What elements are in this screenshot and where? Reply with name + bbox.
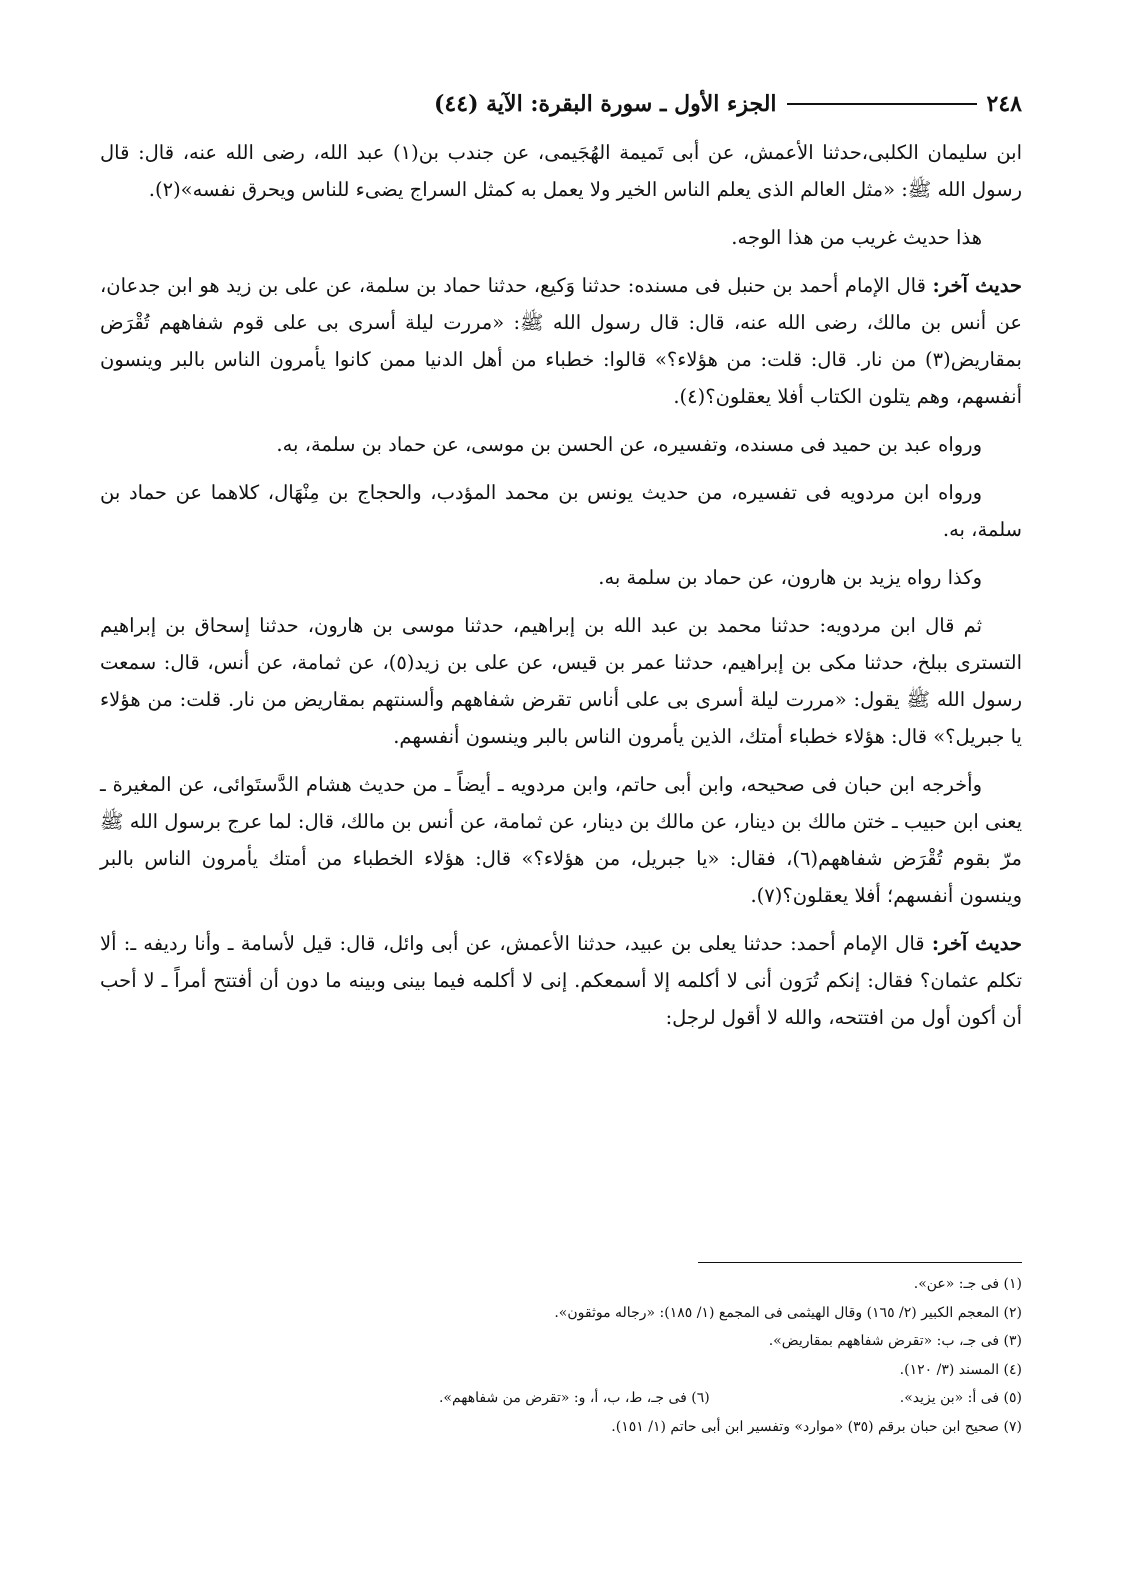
paragraph-text: ثم قال ابن مردويه: حدثنا محمد بن عبد الله بن إبراهيم، حدثنا موسى بن هارون، حدثنا إسحاق بن إبراهيم التسترى ببلخ، حدثنا مكى بن إبراهيم، حدثنا عمر بن قيس، عن على بن زيد(٥)، عن ثمامة، عن أنس، قال: سمعت رسول الله ﷺ يقول: «مررت ليلة أسرى بى على أناس تقرض شفاههم وألسنتهم بمقاريض من نار. قلت: من هؤلاء يا جبريل؟» قال: هؤلاء خطباء أمتك، الذين يأمرون الناس بالبر وينسون أنفسهم. (100, 614, 1023, 748)
running-header (100, 84, 1022, 124)
paragraph (100, 607, 1022, 755)
paragraph (100, 426, 1022, 463)
paragraph-text: هذا حديث غريب من هذا الوجه. (731, 226, 982, 249)
footnote-rule (698, 1262, 1022, 1263)
footnote: (٦) فى جـ، ط، ب، أ، و: «تقرض من شفاههم». (438, 1390, 710, 1406)
footnote: (٣) فى جـ، ب: «تقرض شفاههم بمقاريض». (768, 1333, 1022, 1349)
paragraph-lead: حديث آخر: (932, 274, 1022, 297)
main-text (100, 134, 1022, 1047)
paragraph (100, 134, 1022, 208)
footnote: (٢) المعجم الكبير (٢/ ١٦٥) وقال الهيثمى فى المجمع (١/ ١٨٥): «رجاله موثقون». (554, 1304, 1022, 1321)
paragraph (100, 559, 1022, 596)
footnotes (100, 1270, 1022, 1441)
footnote: (٧) صحيح ابن حبان برقم (٣٥) «موارد» وتفسير ابن أبى حاتم (١/ ١٥١). (611, 1418, 1022, 1435)
paragraph-text: وأخرجه ابن حبان فى صحيحه، وابن أبى حاتم، وابن مردويه ـ أيضاً ـ من حديث هشام الدَّستَوائى، عن المغيرة ـ يعنى ابن حبيب ـ ختن مالك بن دينار، عن مالك بن دينار، عن ثمامة، عن أنس بن مالك، قال: لما عرج برسول الله ﷺ مرّ بقوم تُقْرَض شفاههم(٦)، فقال: «يا جبريل، من هؤلاء؟» قال: هؤلاء الخطباء من أمتك يأمرون الناس بالبر وينسون أنفسهم؛ أفلا يعقلون؟(٧). (100, 773, 1022, 907)
paragraph (100, 267, 1022, 415)
paragraph (100, 766, 1022, 914)
paragraph (100, 219, 1022, 256)
paragraph-text: ورواه ابن مردويه فى تفسيره، من حديث يونس بن محمد المؤدب، والحجاج بن مِنْهَال، كلاهما عن حماد بن سلمة، به. (100, 481, 1022, 541)
page-number: ٢٤٨ (986, 91, 1022, 117)
paragraph (100, 474, 1022, 548)
header-rule (787, 103, 977, 105)
paragraph-text: ابن سليمان الكلبى،حدثنا الأعمش، عن أبى تَميمة الهُجَيمى، عن جندب بن(١) عبد الله، رضى الله عنه، قال: قال رسول الله ﷺ: «مثل العالم الذى يعلم الناس الخير ولا يعمل به كمثل السراج يضىء للناس ويحرق نفسه»(٢). (100, 141, 1023, 201)
paragraph-text: قال الإمام أحمد بن حنبل فى مسنده: حدثنا وَكيع، حدثنا حماد بن سلمة، عن على بن زيد هو ابن جدعان، عن أنس بن مالك، رضى الله عنه، قال: قال رسول الله ﷺ: «مررت ليلة أسرى بى على قوم شفاههم تُقْرَض بمقاريض(٣) من نار. قال: قلت: من هؤلاء؟» قالوا: خطباء من أهل الدنيا ممن كانوا يأمرون الناس بالبر وينسون أنفسهم، وهم يتلون الكتاب أفلا يعقلون؟(٤). (100, 274, 1022, 408)
footnote: (٤) المسند (٣/ ١٢٠). (899, 1361, 1022, 1378)
paragraph-text: وكذا رواه يزيد بن هارون، عن حماد بن سلمة به. (598, 566, 982, 589)
paragraph-lead: حديث آخر: (931, 932, 1022, 955)
footnote: (٥) فى أ: «بن يزيد». (899, 1390, 1022, 1406)
paragraph-text: ورواه عبد بن حميد فى مسنده، وتفسيره، عن الحسن بن موسى، عن حماد بن سلمة، به. (276, 433, 982, 456)
running-title: الجزء الأول ـ سورة البقرة: الآية (٤٤) (434, 91, 777, 117)
footnote: (١) فى جـ: «عن». (913, 1276, 1022, 1292)
paragraph-text: قال الإمام أحمد: حدثنا يعلى بن عبيد، حدثنا الأعمش، عن أبى وائل، قال: قيل لأسامة ـ وأنا رديفه ـ: ألا تكلم عثمان؟ فقال: إنكم تُرَون أنى لا أكلمه إلا أسمعكم. إنى لا أكلمه فيما بينى وبينه ما دون أن أفتتح أمراً ـ لا أحب أن أكون أول من افتتحه، والله لا أقول لرجل: (100, 932, 1022, 1029)
paragraph (100, 925, 1022, 1036)
footnote-row (100, 1384, 1022, 1413)
